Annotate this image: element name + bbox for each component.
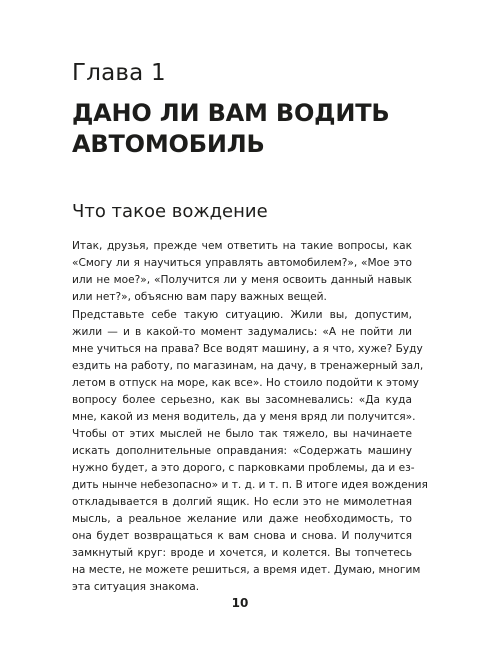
text-line: дить нынче небезопасно» и т. д. и т. п. В итоге идея вождения (72, 479, 428, 491)
text-line: мне учиться на права? Все водят машину, а я что, хуже? Буду (72, 343, 423, 355)
text-line: Чтобы от этих мыслей не было так тяжело, вы начинаете (72, 428, 412, 440)
page-number: 10 (231, 596, 249, 610)
section-heading: Что такое вождение (72, 201, 268, 222)
text-line: она будет возвращаться к вам снова и снова. И получится (72, 530, 412, 542)
text-line: искать дополнительные оправдания: «Содержать машину (72, 445, 412, 457)
text-line: или нет?», объясню вам пару важных вещей. (72, 291, 327, 303)
text-line: мне, какой из меня водитель, да у меня вряд ли получится». (72, 411, 416, 423)
chapter-title (72, 98, 390, 160)
text-line: жили — и в какой-то момент задумались: «А не пойти ли (72, 326, 412, 338)
paragraph-1 (72, 238, 412, 306)
text-line: нужно будет, а это дорого, с парковками проблемы, да и ез- (72, 462, 415, 474)
text-line: Итак, друзья, прежде чем ответить на такие вопросы, как (72, 240, 412, 252)
paragraph-2 (72, 307, 428, 596)
chapter-title-line: ДАНО ЛИ ВАМ ВОДИТЬ (72, 99, 390, 127)
chapter-label: Глава 1 (72, 60, 166, 86)
text-line: Представьте себе такую ситуацию. Жили вы, допустим, (72, 309, 412, 321)
text-line: мысль, а реальное желание или даже необходимость, то (72, 513, 412, 525)
text-line: откладывается в долгий ящик. Но если это не мимолетная (72, 496, 412, 508)
text-line: вопросу более серьезно, как вы засомневались: «Да куда (72, 394, 412, 406)
text-line: на месте, не можете решиться, а время идет. Думаю, многим (72, 564, 421, 576)
text-line: летом в отпуск на море, как все». Но стоило подойти к этому (72, 377, 419, 389)
text-line: «Смогу ли я научиться управлять автомобилем?», «Мое это (72, 257, 412, 269)
text-line: ездить на работу, по магазинам, на дачу, в тренажерный зал, (72, 360, 424, 372)
text-line: замкнутый круг: вроде и хочется, и колется. Вы топчетесь (72, 547, 412, 559)
text-line: эта ситуация знакома. (72, 581, 200, 593)
text-line: или не мое?», «Получится ли у меня освоить данный навык (72, 274, 412, 286)
chapter-title-line: АВТОМОБИЛЬ (72, 130, 265, 158)
